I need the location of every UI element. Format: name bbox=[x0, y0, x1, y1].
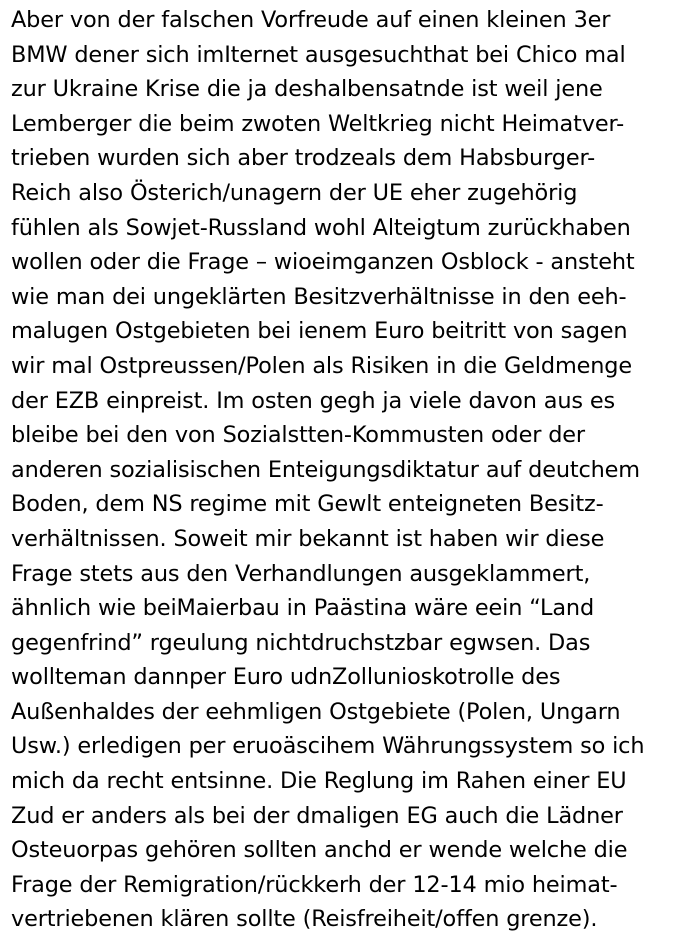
text-line: wollteman dannper Euro udnZollunioskotrolle des bbox=[11, 664, 561, 691]
text-line: Frage der Remigration/rückkerh der 12-14 mio heimat- bbox=[11, 871, 618, 898]
document-body-text bbox=[11, 3, 681, 937]
text-line: Frage stets aus den Verhandlungen ausgeklammert, bbox=[11, 560, 591, 587]
text-line: fühlen als Sowjet-Russland wohl Alteigtum zurückhaben bbox=[11, 214, 631, 241]
text-line: BMW dener sich imIternet ausgesuchthat bei Chico mal bbox=[11, 41, 626, 68]
text-line: trieben wurden sich aber trodzeals dem Habsburger- bbox=[11, 145, 595, 172]
text-line: mich da recht entsinne. Die Reglung im Rahen einer EU bbox=[11, 768, 627, 795]
text-line: vertriebenen klären sollte (Reisfreiheit/offen grenze). bbox=[11, 906, 598, 933]
text-line: Osteuorpas gehören sollten anchd er wende welche die bbox=[11, 837, 628, 864]
text-line: wie man dei ungeklärten Besitzverhältnisse in den eeh- bbox=[11, 283, 627, 310]
text-line: ähnlich wie beiMaierbau in Paästina wäre eein “Land bbox=[11, 595, 595, 622]
text-line: Lemberger die beim zwoten Weltkrieg nicht Heimatver- bbox=[11, 110, 625, 137]
text-line: Außenhaldes der eehmligen Ostgebiete (Polen, Ungarn bbox=[11, 698, 621, 725]
text-line: Usw.) erledigen per eruoäscihem Währungssystem so ich bbox=[11, 733, 645, 760]
text-line: der EZB einpreist. Im osten gegh ja viele davon aus es bbox=[11, 387, 615, 414]
text-line: Aber von der falschen Vorfreude auf einen kleinen 3er bbox=[11, 7, 611, 33]
text-line: gegenfrind” rgeulung nichtdruchstzbar egwsen. Das bbox=[11, 629, 591, 656]
text-line: bleibe bei den von Sozialstten-Kommusten oder der bbox=[11, 422, 585, 449]
text-line: wollen oder die Frage – wioeimganzen Osblock - ansteht bbox=[11, 249, 635, 276]
text-line: Zud er anders als bei der dmaligen EG auch die Lädner bbox=[11, 802, 623, 829]
text-line: verhältnissen. Soweit mir bekannt ist haben wir diese bbox=[11, 525, 605, 552]
text-line: zur Ukraine Krise die ja deshalbensatnde ist weil jene bbox=[11, 76, 603, 103]
text-line: malugen Ostgebieten bei ienem Euro beitritt von sagen bbox=[11, 318, 628, 345]
text-line: Boden, dem NS regime mit Gewlt enteigneten Besitz- bbox=[11, 491, 604, 518]
text-line: anderen sozialisischen Enteigungsdiktatur auf deutchem bbox=[11, 456, 640, 483]
text-line: Reich also Österich/unagern der UE eher zugehörig bbox=[11, 179, 578, 206]
text-line: wir mal Ostpreussen/Polen als Risiken in die Geldmenge bbox=[11, 352, 632, 379]
